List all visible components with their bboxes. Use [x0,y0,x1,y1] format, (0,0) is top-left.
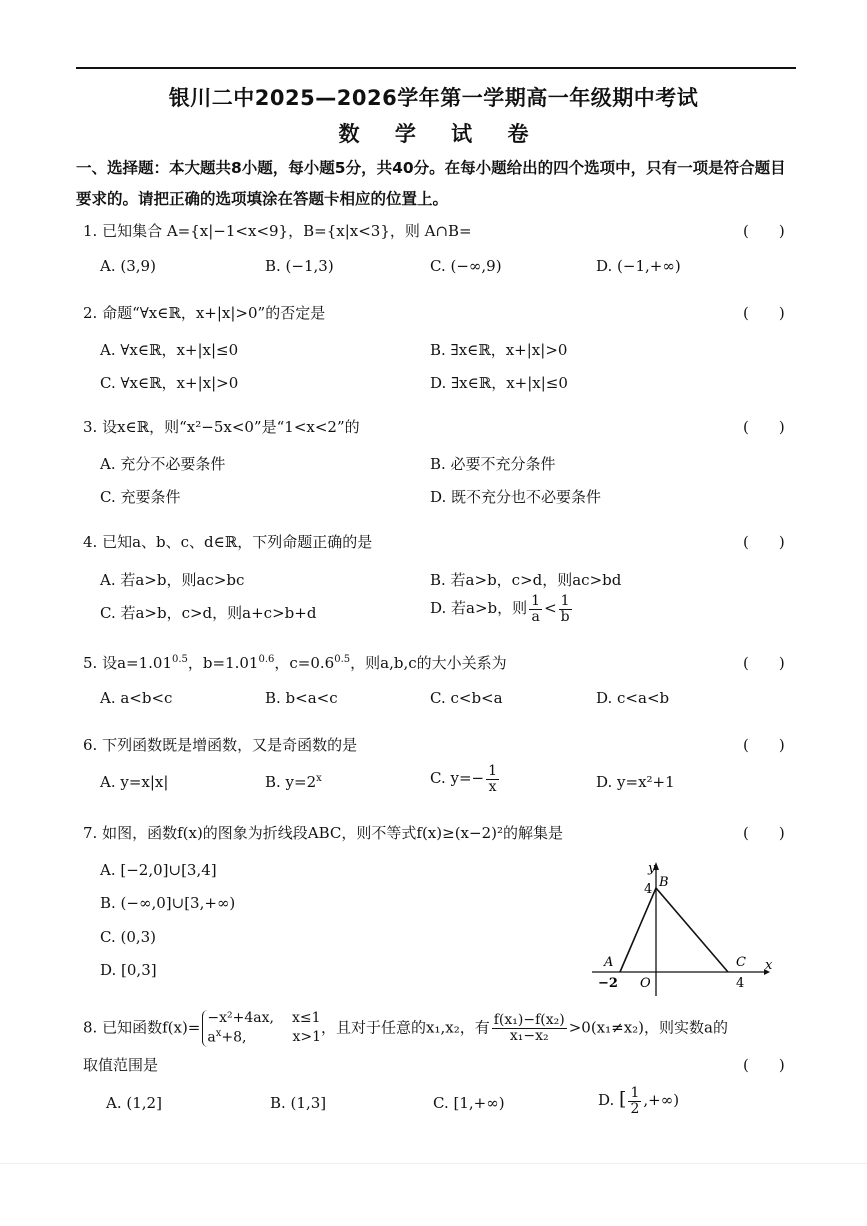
page-title: 银川二中2025—2026学年第一学期高一年级期中考试 [168,86,699,110]
q1-option-a: A. (3,9) [100,257,156,275]
q4-option-d-text: D. 若a>b，则 [430,599,528,618]
q6-frac: $\frac{1}{x}$ [488,763,498,795]
q6-option-d: D. y=x²+1 [596,773,675,791]
q8-d-frac: $\frac{1}{2}$ [630,1085,640,1117]
page-subtitle: 数 学 试 卷 [338,122,543,146]
answer-paren-7: ( ) [743,824,785,842]
q3-option-c: C. 充要条件 [100,488,181,506]
question-3-stem: 3. 设x∈ℝ，则“x²−5x<0”是“1<x<2”的 [83,418,360,436]
q8-option-b: B. (1,3] [270,1094,327,1112]
x-tick-neg2: −2 [598,976,618,991]
answer-paren-2: ( ) [743,304,785,322]
q5-option-c: C. c<b<a [430,689,503,707]
point-b-label: B [659,875,669,890]
x-axis-label: x [765,958,772,973]
section-heading: 一、选择题：本大题共8小题，每小题5分，共40分。在每小题给出的四个选项中，只有一项是符合题目要求的。请把正确的选项填涂在答题卡相应的位置上。 [76,159,786,208]
q2-option-d: D. ∃x∈ℝ，x+|x|≤0 [430,374,568,392]
q5-option-b: B. b<a<c [265,689,338,707]
q7-graph [592,858,772,998]
q4-option-b: B. 若a>b，c>d，则ac>bd [430,571,622,589]
q7-option-a: A. [−2,0]∪[3,4] [100,861,217,879]
q2-option-a: A. ∀x∈ℝ，x+|x|≤0 [100,341,239,359]
point-c-label: C [736,955,746,970]
question-2-stem: 2. 命题“∀x∈ℝ，x+|x|>0”的否定是 [83,304,326,322]
q7-option-d: D. [0,3] [100,961,157,979]
question-8-stem: 8. 已知函数f(x)= −x²+4ax, x≤1 $a^x+8$, x>1 ，且对于任意的x₁,x₂，有 $\frac{\text{f(x₁)−f(x₂)}}{\text{x₁−x₂}}$ >0(x₁≠x₂)，则实数a的 [83,1010,728,1046]
y-tick-4: 4 [644,882,653,897]
question-5-stem: 5. 设$a=1.01^{0.5}$，$b=1.01^{0.6}$，$c=0.6^{0.5}$，则a,b,c的大小关系为 [83,654,507,672]
q8-option-c: C. [1,+∞) [433,1094,505,1112]
q4-option-d: D. 若a>b，则 $\frac{1}{a}$ < $\frac{1}{b}$ [430,593,570,625]
question-1-stem: 1. 已知集合 A={x|−1<x<9}，B={x|x<3}，则 A∩B= [83,222,472,240]
point-a-label: A [604,955,614,970]
origin-label: O [640,976,651,991]
question-6-stem: 6. 下列函数既是增函数，又是奇函数的是 [83,736,358,754]
answer-paren-4: ( ) [743,533,785,551]
q1-option-b: B. (−1,3) [265,257,334,275]
q5-option-a: A. a<b<c [100,689,173,707]
q1-option-d: D. (−1,+∞) [596,257,681,275]
question-4-stem: 4. 已知a、b、c、d∈ℝ，下列命题正确的是 [83,533,373,551]
q3-option-a: A. 充分不必要条件 [100,455,226,473]
q4-frac-left: $\frac{1}{a}$ [531,593,541,625]
q4-frac-right: $\frac{1}{b}$ [560,593,570,625]
q6-option-a: A. y=x|x| [100,773,169,791]
q8-option-a: A. (1,2] [106,1094,162,1112]
question-8-stem-line2: 取值范围是 [83,1056,159,1074]
answer-paren-3: ( ) [743,418,785,436]
q2-option-b: B. ∃x∈ℝ，x+|x|>0 [430,341,568,359]
x-tick-4: 4 [736,976,745,991]
q3-option-d: D. 既不充分也不必要条件 [430,488,602,506]
q7-option-c: C. (0,3) [100,928,157,946]
answer-paren-6: ( ) [743,736,785,754]
q5-option-d: D. c<a<b [596,689,670,707]
q6-option-c: C. y=− $\frac{1}{x}$ [430,763,498,795]
polyline-abc [620,888,728,972]
y-axis-label: y [648,861,656,876]
q6-option-b: B. $y=2^x$ [265,773,322,791]
q3-option-b: B. 必要不充分条件 [430,455,556,473]
answer-paren-5: ( ) [743,654,785,672]
piecewise-function: −x²+4ax, x≤1 $a^x+8$, x>1 [202,1010,321,1047]
q8-option-d: D. [ $\frac{1}{2}$ ,+∞) [598,1085,680,1117]
q1-option-c: C. (−∞,9) [430,257,502,275]
q8-frac: $\frac{\text{f(x₁)−f(x₂)}}{\text{x₁−x₂}}$ [493,1012,565,1044]
page-bottom-edge [0,1163,867,1164]
top-rule [76,67,796,69]
q4-option-c: C. 若a>b，c>d，则a+c>b+d [100,604,317,622]
q7-option-b: B. (−∞,0]∪[3,+∞) [100,894,236,912]
answer-paren-8: ( ) [743,1056,785,1074]
q2-option-c: C. ∀x∈ℝ，x+|x|>0 [100,374,239,392]
q4-option-a: A. 若a>b，则ac>bc [100,571,245,589]
question-7-stem: 7. 如图，函数f(x)的图象为折线段ABC，则不等式f(x)≥(x−2)²的解集是 [83,824,563,842]
answer-paren-1: ( ) [743,222,785,240]
